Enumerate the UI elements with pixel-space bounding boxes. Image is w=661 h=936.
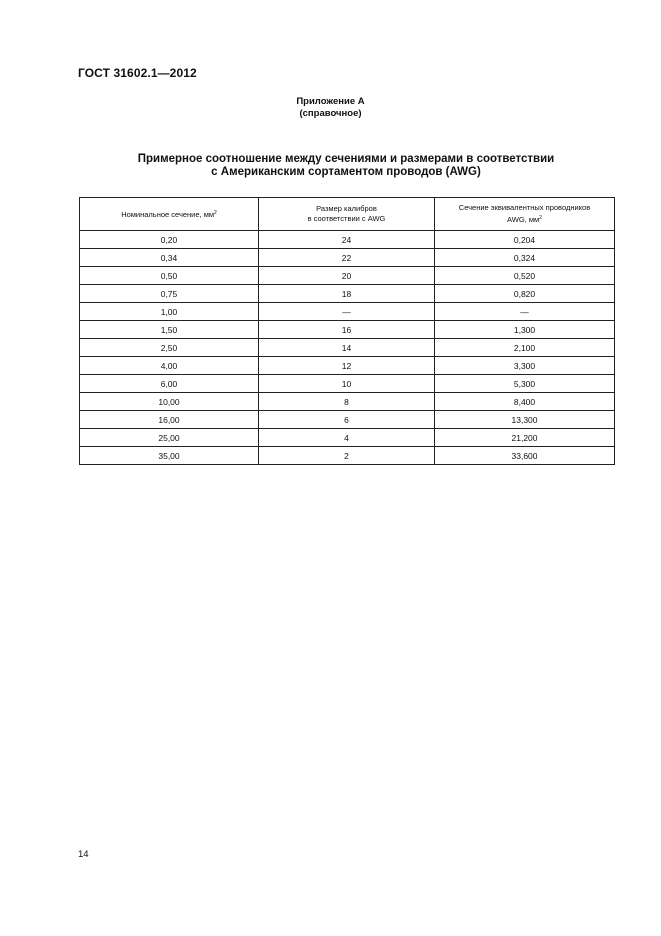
page-number: 14: [78, 849, 89, 860]
table-title-line-1: Примерное соотношение между сечениями и размерами в соответствии: [137, 153, 555, 165]
table-row: [80, 249, 615, 267]
table-row: [80, 339, 615, 357]
appendix-type: (справочное): [299, 108, 362, 119]
cell-awg-gauge: 14: [259, 339, 435, 357]
cell-nominal-section: 0,50: [80, 267, 259, 285]
cell-nominal-section: 4,00: [80, 357, 259, 375]
cell-awg-gauge: 6: [259, 411, 435, 429]
cell-equivalent-section: 2,100: [435, 339, 615, 357]
cell-nominal-section: 35,00: [80, 447, 259, 465]
table-row: [80, 231, 615, 249]
cell-nominal-section: 6,00: [80, 375, 259, 393]
cell-nominal-section: 1,00: [80, 303, 259, 321]
table-row: [80, 357, 615, 375]
table-row: [80, 267, 615, 285]
table-header-row: [80, 198, 615, 231]
cell-awg-gauge: 24: [259, 231, 435, 249]
cell-equivalent-section: 5,300: [435, 375, 615, 393]
cell-equivalent-section: 3,300: [435, 357, 615, 375]
table-row: [80, 375, 615, 393]
cell-equivalent-section: 8,400: [435, 393, 615, 411]
cell-equivalent-section: 33,600: [435, 447, 615, 465]
cell-awg-gauge: 10: [259, 375, 435, 393]
table-row: [80, 285, 615, 303]
table-title: [0, 153, 661, 179]
cell-nominal-section: 16,00: [80, 411, 259, 429]
cell-nominal-section: 0,20: [80, 231, 259, 249]
cell-equivalent-section: 0,820: [435, 285, 615, 303]
cell-awg-gauge: 2: [259, 447, 435, 465]
header-nominal-section: Номинальное сечение, $мм^2$: [80, 198, 259, 231]
cell-awg-gauge: —: [259, 303, 435, 321]
cell-awg-gauge: 22: [259, 249, 435, 267]
cell-awg-gauge: 20: [259, 267, 435, 285]
cell-nominal-section: 25,00: [80, 429, 259, 447]
cell-nominal-section: 2,50: [80, 339, 259, 357]
document-code: ГОСТ 31602.1—2012: [78, 66, 197, 80]
table-title-line-2: с Американским сортаментом проводов (AWG): [211, 166, 481, 178]
table-row: [80, 429, 615, 447]
cell-nominal-section: 0,34: [80, 249, 259, 267]
cell-nominal-section: 10,00: [80, 393, 259, 411]
header-equivalent-section: Сечение эквивалентных проводников AWG, $мм^2$: [435, 198, 615, 231]
cell-equivalent-section: 21,200: [435, 429, 615, 447]
cell-awg-gauge: 16: [259, 321, 435, 339]
table-row: [80, 393, 615, 411]
cell-awg-gauge: 12: [259, 357, 435, 375]
cell-awg-gauge: 18: [259, 285, 435, 303]
cell-awg-gauge: 8: [259, 393, 435, 411]
cell-equivalent-section: 1,300: [435, 321, 615, 339]
header-awg-gauge: Размер калибров в соответствии с AWG: [259, 198, 435, 231]
table-row: [80, 321, 615, 339]
table-row: [80, 303, 615, 321]
cell-nominal-section: 1,50: [80, 321, 259, 339]
cell-equivalent-section: 13,300: [435, 411, 615, 429]
cell-nominal-section: 0,75: [80, 285, 259, 303]
appendix-heading: [0, 96, 661, 120]
cell-awg-gauge: 4: [259, 429, 435, 447]
table-row: [80, 411, 615, 429]
appendix-label: Приложение А: [296, 96, 365, 107]
cell-equivalent-section: —: [435, 303, 615, 321]
awg-table: [79, 197, 615, 465]
cell-equivalent-section: 0,520: [435, 267, 615, 285]
cell-equivalent-section: 0,204: [435, 231, 615, 249]
cell-equivalent-section: 0,324: [435, 249, 615, 267]
table-row: [80, 447, 615, 465]
